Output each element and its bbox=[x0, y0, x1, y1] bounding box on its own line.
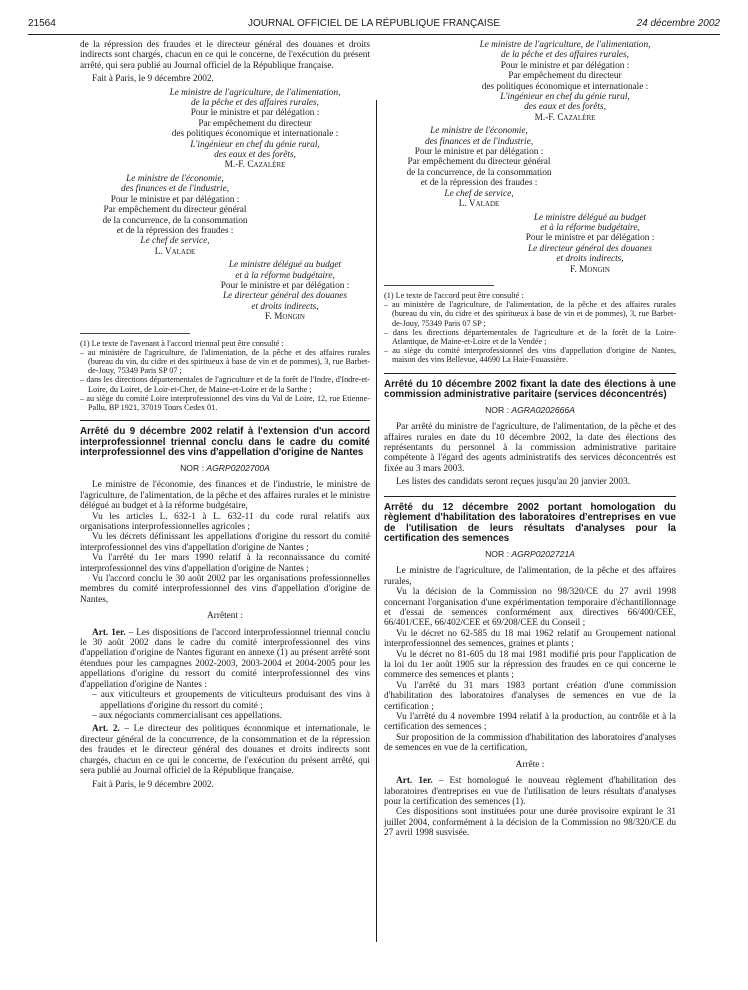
nor-label: NOR : bbox=[485, 404, 509, 415]
sig-line: des finances et de l'industrie, bbox=[120, 184, 230, 195]
sig-line: L'ingénieur en chef du génie rural, bbox=[500, 92, 630, 103]
signature-economie bbox=[80, 174, 270, 257]
footnote-head: (1) Le texte de l'accord peut être consulté : bbox=[384, 290, 524, 300]
footnote-item: – au siège du comité interprofessionnel des vins d'appellation d'origine de Nantes, maison des vins Bellevue, 44690 La Haie-Fouassière. bbox=[384, 346, 676, 365]
sig-line: Pour le ministre et par délégation : bbox=[190, 108, 320, 119]
sig-line: et à la réforme budgétaire, bbox=[235, 270, 335, 281]
journal-title: JOURNAL OFFICIEL DE LA RÉPUBLIQUE FRANÇAISE bbox=[247, 18, 501, 29]
header-rule bbox=[28, 34, 720, 35]
article-text: – Les dispositions de l'accord interprofessionnel triennal conclu le 30 août 2002 dans le cadre du comité interprofessionnel des vins d'appellation d'origine de Nantes figurant en annexe (1) au présent arrêté sont étendues pour les campagnes 2002-2003, 2003-2004 et 2004-2005 pour les appellations d'origine du ressort du comité interprofessionnel des vins d'appellation d'origine de Nantes : bbox=[80, 627, 370, 690]
paragraph: Ces dispositions sont instituées pour une durée provisoire expirant le 31 juillet 2004, conformément à la décision de la Commission no 98/320/CE du 27 avril 1998 susvisée. bbox=[384, 807, 676, 839]
paragraph: Vu les décrets définissant les appellations d'origine du ressort du comité interprofessionnel des vins d'appellation d'origine de Nantes ; bbox=[80, 532, 370, 553]
signature-agriculture bbox=[80, 88, 370, 171]
paragraph: Le ministre de l'économie, des finances et de l'industrie, le ministre de l'agriculture, de l'alimentation, de la pêche et des affaires rurales et le ministre délégué au budget et à la réforme budgétaire, bbox=[80, 480, 370, 512]
footnote-item: – dans les directions départementales de l'agriculture et de la forêt de la Loire-Atlantique, de Maine-et-Loire et de la Vendée ; bbox=[384, 327, 676, 346]
paragraph: Vu l'arrêté du 31 mars 1983 portant création d'une commission d'habilitation des laboratoires d'analyses de semences en vue de la certification ; bbox=[384, 680, 676, 712]
footnote-head: (1) Le texte de l'avenant à l'accord triennal peut être consulté : bbox=[80, 338, 284, 348]
sig-line: Par empêchement du directeur bbox=[198, 118, 312, 129]
paragraph: Vu l'arrêté du 4 novembre 1994 relatif à la production, au contrôle et à la certification des semences ; bbox=[384, 712, 676, 733]
footnote-item: – au ministère de l'agriculture, de l'alimentation, de la pêche et des affaires rurales (bureau du vin, du cidre et des spiritueux à base de vin et de pommes), 3, rue Barbet-de-Jouy, 75349 Paris SP 07 ; bbox=[80, 347, 370, 376]
paragraph: Vu l'accord conclu le 30 août 2002 par les organisations professionnelles membres du comité interprofessionnel des vins d'appellation d'origine de Nantes, bbox=[80, 574, 370, 605]
nor-code: AGRA0202666A bbox=[511, 404, 575, 415]
sig-line: Le ministre délégué au budget bbox=[533, 212, 647, 223]
sig-line: L'ingénieur en chef du génie rural, bbox=[190, 139, 320, 150]
column-divider bbox=[376, 100, 377, 942]
sig-line: Le ministre de l'agriculture, de l'alimentation, bbox=[479, 40, 651, 50]
article-label: Art. 1er. bbox=[396, 776, 433, 787]
section-rule bbox=[384, 496, 676, 497]
done-line: Fait à Paris, le 9 décembre 2002. bbox=[92, 74, 214, 85]
article-1 bbox=[80, 628, 370, 690]
nor-reference bbox=[80, 463, 370, 473]
section-title: Arrêté du 9 décembre 2002 relatif à l'extension d'un accord interprofessionnel triennal conclu dans le cadre du comité interprofessionnel des vins d'appellation d'origine de Nantes bbox=[80, 426, 370, 459]
page-number: 21564 bbox=[28, 18, 56, 29]
article-text: – Le directeur des politiques économique et internationale, le directeur général de la concurrence, de la consommation et de la répression des fraudes et le directeur général des douanes et droits indirects sont chargés, chacun en ce qui le concerne, de l'exécution du présent arrêté, qui sera publié au Journal officiel de la République française. bbox=[80, 724, 370, 776]
article-label: Art. 1er. bbox=[92, 627, 126, 638]
sig-line: des eaux et des forêts, bbox=[214, 150, 296, 161]
sig-line: de la concurrence, de la consommation bbox=[406, 167, 552, 178]
sig-line: et de la répression des fraudes : bbox=[420, 178, 538, 189]
sig-line: Le ministre de l'économie, bbox=[126, 173, 224, 184]
right-column bbox=[384, 40, 676, 839]
sig-line: des finances et de l'industrie, bbox=[424, 136, 534, 147]
footnote-item: – au siège du comité Loire interprofessionnel des vins du Val de Loire, 12, rue Etienne-Pallu, BP 1921, 37019 Tours Cedex 01. bbox=[80, 393, 370, 412]
sig-name: L. Valade bbox=[154, 246, 196, 257]
footnote-rule bbox=[384, 285, 494, 286]
sig-line: et de la répression des fraudes : bbox=[116, 225, 234, 236]
footnote-item: – au ministère de l'agriculture, de l'alimentation, de la pêche et des affaires rurales (bureau du vin, du cidre et des spiritueux à base de vin et de pommes), 3, rue Barbet-de-Jouy, 75349 Paris 07 SP ; bbox=[384, 300, 676, 328]
sig-name: F. Mongin bbox=[570, 264, 610, 275]
nor-code: AGRP0202700A bbox=[206, 462, 270, 473]
sig-line: des politiques économique et internationale : bbox=[171, 129, 339, 140]
signature-budget bbox=[80, 260, 370, 322]
sig-line: Le directeur général des douanes bbox=[222, 291, 348, 302]
sig-line: de la pêche et des affaires rurales, bbox=[501, 50, 629, 61]
sig-line: et droits indirects, bbox=[251, 301, 319, 312]
sig-name: F. Mongin bbox=[265, 312, 305, 323]
intro-paragraph: de la répression des fraudes et le directeur général des douanes et droits indirects sont chargés, chacun en ce qui le concerne, de l'exécution du présent arrêté, qui sera publié au Journal officiel de la République française. bbox=[80, 40, 370, 71]
section-title: Arrêté du 12 décembre 2002 portant homologation du règlement d'habilitation des laboratoires d'entreprises en vue de l'utilisation de leurs résultats d'analyses pour la certification des semences bbox=[384, 501, 676, 545]
paragraph: Sur proposition de la commission d'habilitation des laboratoires d'analyses de semences en vue de la certification, bbox=[384, 732, 676, 754]
sig-line: Pour le ministre et par délégation : bbox=[500, 60, 630, 71]
paragraph: Vu la décision de la Commission no 98/320/CE du 27 avril 1998 concernant l'organisation d'une expérimentation temporaire d'échantillonnage et d'essai de semences conformément aux directives 66/400/CEE, 66/401/CEE, 66/402/CEE et 69/208/CEE du Conseil ; bbox=[384, 587, 676, 629]
paragraph: Vu les articles L. 632-1 à L. 632-11 du code rural relatifs aux organisations interprofessionnelles agricoles ; bbox=[80, 511, 370, 532]
sig-line: Le chef de service, bbox=[140, 236, 210, 247]
sig-name: L. Valade bbox=[458, 199, 500, 210]
sig-line: Pour le ministre et par délégation : bbox=[525, 233, 655, 244]
list-item: – aux négociants commercialisant ces appellations. bbox=[92, 710, 283, 721]
signature-agriculture bbox=[384, 40, 676, 123]
nor-code: AGRP0202721A bbox=[511, 548, 575, 559]
section-title: Arrêté du 10 décembre 2002 fixant la date des élections à une commission administrative paritaire (services déconcentrés) bbox=[384, 378, 676, 401]
footnote-item: – dans les directions départementales de l'agriculture et de la forêt de l'Indre, d'Indre-et-Loire, du Loiret, de Loir-et-Cher, de Maine-et-Loire et de la Sarthe ; bbox=[80, 375, 370, 394]
sig-line: Pour le ministre et par délégation : bbox=[110, 194, 240, 205]
paragraph: Vu l'arrêté du 1er mars 1990 relatif à la reconnaissance du comité interprofessionnel des vins d'appellation d'origine de Nantes ; bbox=[80, 553, 370, 574]
sig-line: des eaux et des forêts, bbox=[524, 102, 606, 113]
sig-name: M.-F. Cazalère bbox=[224, 160, 286, 171]
nor-reference bbox=[384, 549, 676, 559]
sig-line: Le ministre de l'agriculture, de l'alimentation, bbox=[169, 87, 341, 98]
signature-economie bbox=[384, 126, 574, 209]
paragraph: Vu le décret no 62-585 du 18 mai 1962 relatif au Groupement national interprofessionnel des semences, graines et plants ; bbox=[384, 628, 676, 650]
done-line: Fait à Paris, le 9 décembre 2002. bbox=[92, 780, 214, 791]
paragraph: Le ministre de l'agriculture, de l'alimentation, de la pêche et des affaires rurales, bbox=[384, 566, 676, 587]
sig-name: M.-F. Cazalère bbox=[534, 112, 596, 123]
nor-label: NOR : bbox=[180, 462, 204, 473]
sig-line: de la concurrence, de la consommation bbox=[102, 215, 248, 226]
article-2 bbox=[80, 724, 370, 776]
footnote bbox=[384, 291, 676, 365]
paragraph: Par arrêté du ministre de l'agriculture, de l'alimentation, de la pêche et des affaires rurales en date du 10 décembre 2002, la date des élections des représentants du personnel à la commission administrative paritaire compétente à l'égard des agents administratifs des services déconcentrés est fixée au 3 mars 2003. bbox=[384, 422, 676, 474]
sig-line: Par empêchement du directeur général bbox=[103, 205, 247, 216]
footnote bbox=[80, 339, 370, 413]
arrete-heading: Arrête : bbox=[515, 759, 545, 770]
left-column bbox=[80, 40, 370, 791]
sig-line: des politiques économique et internationale : bbox=[481, 81, 649, 92]
sig-line: Pour le ministre et par délégation : bbox=[220, 280, 350, 291]
signature-budget bbox=[384, 213, 676, 275]
article-label: Art. 2. bbox=[92, 724, 120, 735]
sig-line: et à la réforme budgétaire, bbox=[540, 222, 640, 233]
nor-reference bbox=[384, 405, 676, 415]
paragraph: Les listes des candidats seront reçues jusqu'au 20 janvier 2003. bbox=[396, 477, 631, 488]
page-header bbox=[28, 18, 720, 32]
sig-line: Le ministre délégué au budget bbox=[228, 260, 342, 271]
section-rule bbox=[80, 420, 370, 421]
sig-line: Pour le ministre et par délégation : bbox=[414, 147, 544, 158]
sig-line: Le chef de service, bbox=[444, 188, 514, 199]
list-item: – aux viticulteurs et groupements de viticulteurs produisant des vins à appellations d'origine du ressort du comité ; bbox=[92, 690, 370, 711]
sig-line: Le directeur général des douanes bbox=[527, 243, 653, 254]
sig-line: et droits indirects, bbox=[556, 254, 624, 265]
nor-label: NOR : bbox=[485, 548, 509, 559]
sig-line: de la pêche et des affaires rurales, bbox=[191, 98, 319, 109]
sig-line: Le ministre de l'économie, bbox=[430, 126, 528, 137]
sig-line: Par empêchement du directeur général bbox=[407, 157, 551, 168]
arrete-heading: Arrêtent : bbox=[207, 611, 243, 622]
paragraph: Vu le décret no 81-605 du 18 mai 1981 modifié pris pour l'application de la loi du 1er août 1905 sur la répression des fraudes en ce qui concerne le commerce des semences et plants ; bbox=[384, 649, 676, 681]
section-rule bbox=[384, 373, 676, 374]
footnote-rule bbox=[80, 333, 190, 334]
article-1 bbox=[384, 776, 676, 807]
issue-date: 24 décembre 2002 bbox=[636, 18, 720, 29]
sig-line: Par empêchement du directeur bbox=[508, 71, 622, 82]
article-text: – Est homologué le nouveau règlement d'habilitation des laboratoires d'entreprises en vue de l'utilisation de leurs résultats d'analyses pour la certification des semences (1). bbox=[384, 776, 676, 807]
